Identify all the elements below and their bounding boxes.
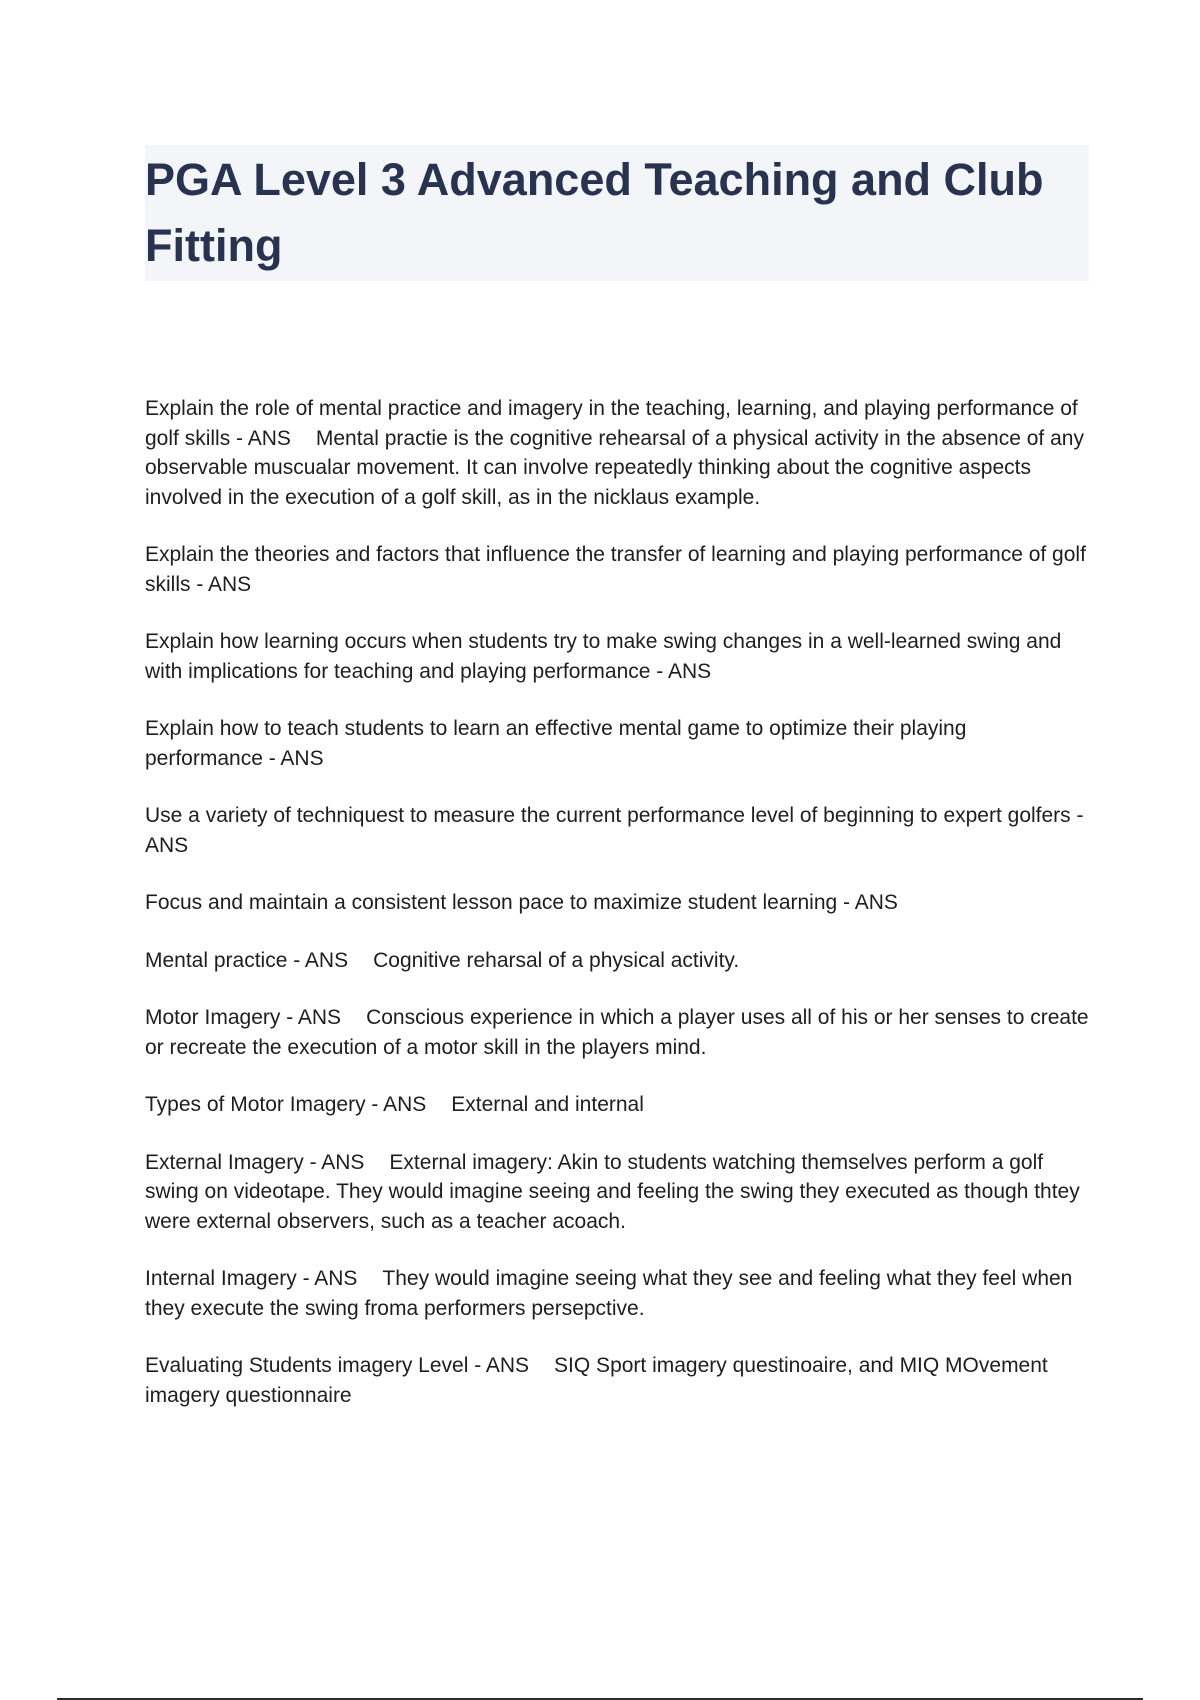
question-text: Explain the role of mental practice and imagery in the teaching, learning, and playing performance of golf skills - ANS [145,397,1078,450]
answer-text: Cognitive reharsal of a physical activity. [373,948,740,972]
qa-entry-11 [145,1264,1089,1323]
qa-entry-6 [145,888,1089,918]
question-text: Explain how learning occurs when students try to make swing changes in a well-learned swing and with implications for teaching and playing performance - ANS [145,630,1062,683]
answer-text: External and internal [451,1093,644,1116]
question-text: Motor Imagery - ANS [145,1006,342,1029]
qa-entry-3 [145,627,1089,686]
question-text: Explain the theories and factors that influence the transfer of learning and playing performance of golf skills - ANS [145,543,1086,596]
qa-entry-10 [145,1148,1089,1237]
qa-list [145,394,1089,1438]
qa-entry-5 [145,801,1089,860]
question-text: Focus and maintain a consistent lesson pace to maximize student learning - ANS [145,891,898,914]
qa-entry-1 [145,394,1089,512]
question-text: Mental practice - ANS [145,948,349,972]
question-text: Types of Motor Imagery - ANS [145,1093,427,1116]
qa-entry-9 [145,1090,1089,1120]
answer-text: SIQ Sport imagery questinoaire, and MIQ MOvement imagery questionnaire [145,1354,1048,1407]
question-text: Internal Imagery - ANS [145,1267,358,1290]
question-text: External Imagery - ANS [145,1150,365,1174]
document-title: PGA Level 3 Advanced Teaching and Club Fitting [145,154,1044,271]
qa-entry-7 [145,946,1089,976]
answer-text: Mental practie is the cognitive rehearsal of a physical activity in the absence of any observable muscualar movement. It can involve repeatedly thinking about the cognitive aspects involved in the execution of a golf skill, as in the nicklaus example. [145,426,1084,509]
question-text: Evaluating Students imagery Level - ANS [145,1354,530,1377]
question-text: Explain how to teach students to learn an effective mental game to optimize their playing performance - ANS [145,717,967,770]
answer-text: They would imagine seeing what they see and feeling what they feel when they execute the swing froma performers persepctive. [145,1267,1073,1320]
qa-entry-12 [145,1351,1089,1410]
qa-entry-8 [145,1003,1089,1062]
qa-entry-2 [145,540,1089,599]
title-block [145,145,1089,281]
answer-text: Conscious experience in which a player uses all of his or her senses to create or recreate the execution of a motor skill in the players mind. [145,1006,1089,1059]
answer-text: External imagery: Akin to students watching themselves perform a golf swing on videotape. They would imagine seeing and feeling the swing they executed as though thtey were external observers, such as a teacher acoach. [145,1150,1080,1233]
question-text: Use a variety of techniquest to measure the current performance level of beginning to expert golfers - ANS [145,804,1084,857]
qa-entry-4 [145,714,1089,773]
